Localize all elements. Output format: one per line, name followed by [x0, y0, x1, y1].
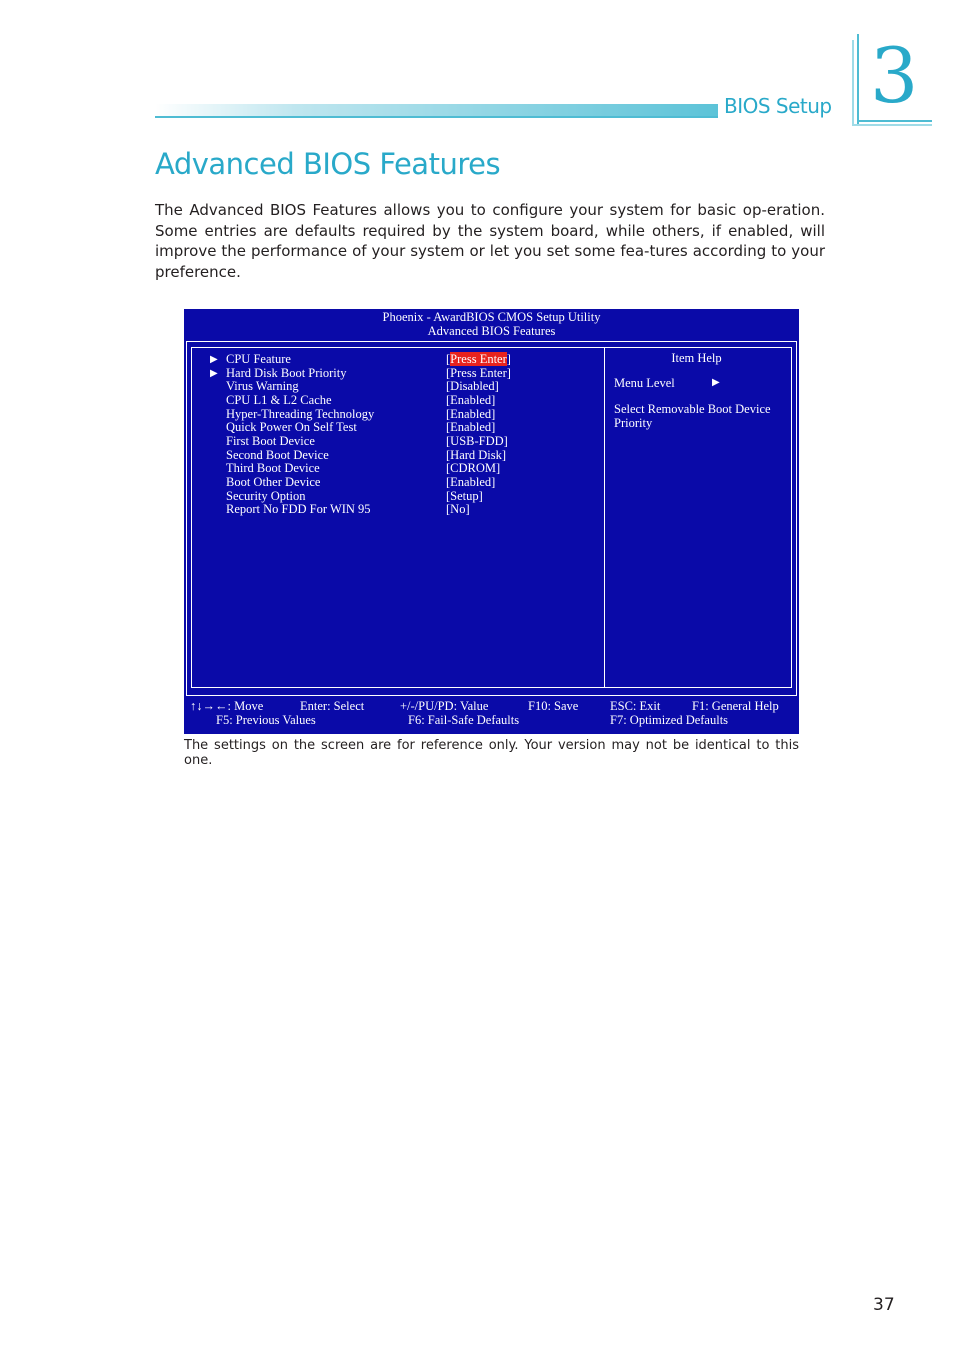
- bios-item-value[interactable]: [Enabled]: [446, 420, 496, 435]
- bios-item-label: First Boot Device: [226, 433, 315, 448]
- bios-item-label: Second Boot Device: [226, 447, 329, 462]
- bios-header: [184, 311, 799, 338]
- bios-item-value[interactable]: [No]: [446, 502, 470, 517]
- footer-value: +/-/PU/PD: Value: [400, 699, 489, 713]
- bios-item-label: Hyper-Threading Technology: [226, 406, 375, 421]
- bios-item-row[interactable]: [184, 394, 594, 408]
- bios-item-label: Third Boot Device: [226, 461, 320, 476]
- bios-item-row[interactable]: [184, 353, 594, 367]
- bios-item-value[interactable]: [Press Enter]: [446, 365, 511, 380]
- bios-item-row[interactable]: [184, 449, 594, 463]
- menu-level-arrow-icon: ▶: [712, 377, 720, 388]
- menu-level-label: Menu Level: [614, 376, 675, 390]
- section-title: BIOS Setup: [724, 94, 832, 118]
- bios-screen-title: Advanced BIOS Features: [427, 323, 556, 338]
- bios-item-label: Quick Power On Self Test: [226, 420, 357, 435]
- bios-item-label: CPU Feature: [226, 352, 291, 366]
- bios-utility-title: Phoenix - AwardBIOS CMOS Setup Utility: [382, 310, 601, 324]
- bios-item-row[interactable]: [184, 462, 594, 476]
- bios-screen: [184, 309, 799, 734]
- bios-item-row[interactable]: [184, 476, 594, 490]
- footer-failsafe-defaults: F6: Fail-Safe Defaults: [408, 713, 520, 727]
- bios-item-label: Virus Warning: [226, 379, 299, 394]
- page-title: Advanced BIOS Features: [155, 147, 501, 181]
- item-help-title: Item Help: [671, 351, 722, 365]
- bios-item-label: CPU L1 & L2 Cache: [226, 392, 332, 407]
- screen-caption: The settings on the screen are for reference only. Your version may not be identical to this one.: [184, 738, 799, 768]
- bios-item-value[interactable]: [Enabled]: [446, 406, 496, 421]
- submenu-arrow-icon: ▶: [210, 367, 218, 379]
- bios-item-value[interactable]: [Hard Disk]: [446, 447, 507, 462]
- bios-item-row[interactable]: [184, 408, 594, 422]
- bios-item-value[interactable]: [Disabled]: [446, 379, 499, 394]
- bios-item-label: Report No FDD For WIN 95: [226, 502, 371, 517]
- submenu-arrow-icon: ▶: [210, 354, 218, 365]
- footer-move: ↑↓→←: Move: [190, 699, 264, 713]
- footer-select: Enter: Select: [300, 699, 365, 713]
- bios-item-value[interactable]: [Enabled]: [446, 392, 496, 407]
- bios-item-value[interactable]: [CDROM]: [446, 461, 501, 476]
- bios-item-row[interactable]: [184, 490, 594, 504]
- item-help-description: Select Removable Boot Device Priority: [614, 402, 771, 430]
- bios-item-value[interactable]: [Press Enter]: [446, 352, 511, 366]
- bios-item-row[interactable]: [184, 421, 594, 435]
- bios-column-divider: [604, 348, 605, 687]
- page-number: 37: [873, 1295, 895, 1315]
- bios-item-row[interactable]: [184, 435, 594, 449]
- footer-general-help: F1: General Help: [692, 699, 779, 713]
- bios-item-value[interactable]: [USB-FDD]: [446, 433, 508, 448]
- bios-item-label: Boot Other Device: [226, 474, 321, 489]
- bios-item-row[interactable]: [184, 367, 594, 381]
- footer-exit: ESC: Exit: [610, 699, 661, 713]
- intro-paragraph: The Advanced BIOS Features allows you to configure your system for basic op-eration. Some entries are defaults required by the system board, while others, if enabled, will improve the performance of your system or let you set some fea-tures according to your preference.: [155, 201, 825, 281]
- chapter-number: 3: [870, 31, 919, 120]
- bios-item-value[interactable]: [Enabled]: [446, 474, 496, 489]
- header-gradient-bar: [155, 104, 718, 118]
- bios-item-label: Security Option: [226, 488, 306, 503]
- bios-item-row[interactable]: [184, 380, 594, 394]
- bios-item-row[interactable]: [184, 503, 594, 517]
- footer-save: F10: Save: [528, 699, 579, 713]
- bios-item-label: Hard Disk Boot Priority: [226, 365, 347, 380]
- footer-previous-values: F5: Previous Values: [216, 713, 316, 727]
- footer-optimized-defaults: F7: Optimized Defaults: [610, 713, 729, 727]
- bios-item-value[interactable]: [Setup]: [446, 488, 483, 503]
